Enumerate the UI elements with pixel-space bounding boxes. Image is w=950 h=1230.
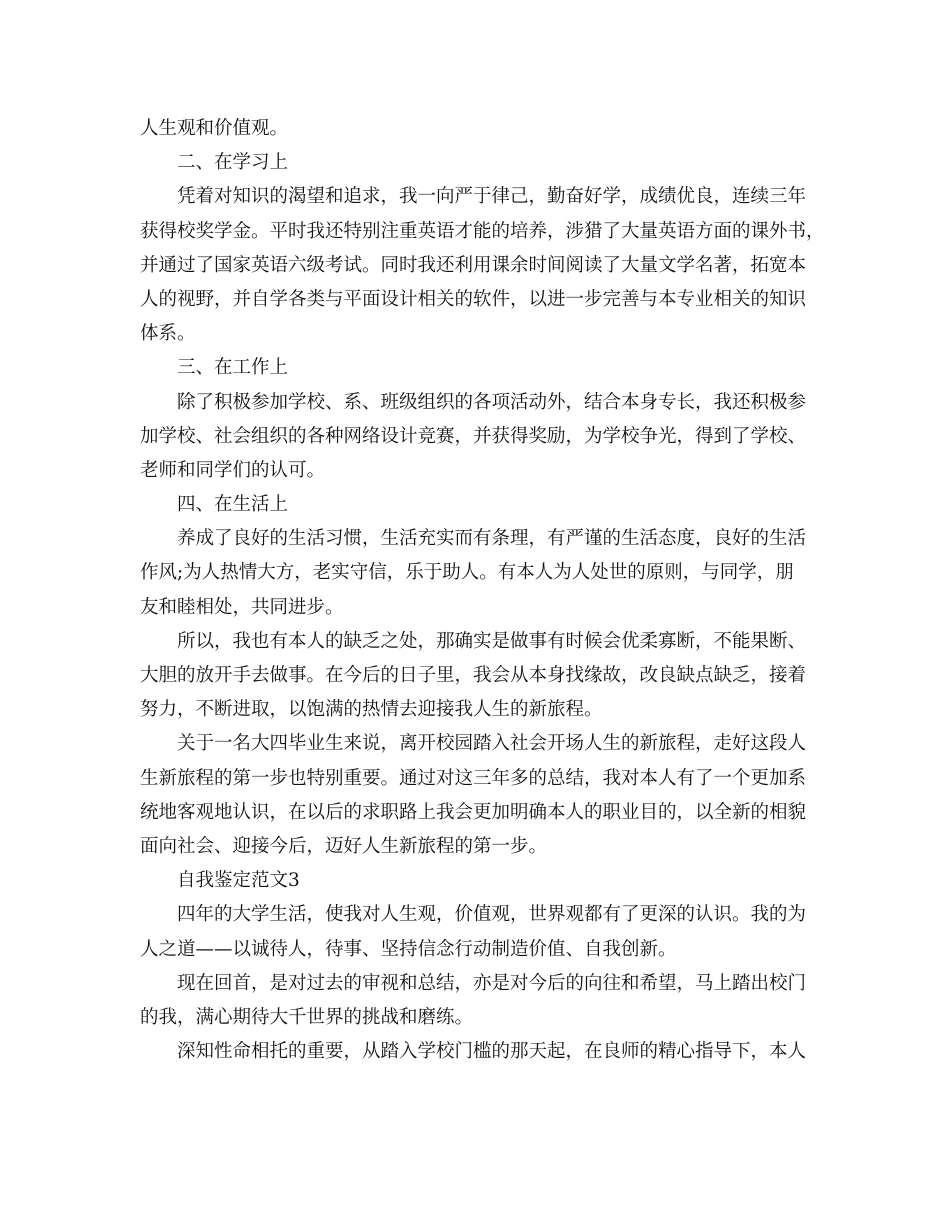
text-line: 努力，不断进取，以饱满的热情去迎接我人生的新旅程。: [140, 699, 603, 721]
document-body: [140, 112, 825, 1069]
text-line: 生新旅程的第一步也特别重要。通过对这三年多的总结，我对本人有了一个更加系: [140, 767, 807, 789]
text-line: 大胆的放开手去做事。在今后的日子里，我会从本身找缘故，改良缺点缺乏，接着: [140, 665, 807, 686]
text-line: 养成了良好的生活习惯，生活充实而有条理，有严谨的生活态度，良好的生活: [177, 528, 807, 550]
text-line: 人生观和价值观。: [140, 118, 289, 139]
text-line: 作风;为人热情大方，老实守信，乐于助人。有本人为人处世的原则，与同学，朋: [140, 562, 794, 584]
text-line: 并通过了国家英语六级考试。同时我还利用课余时间阅读了大量文学名著，拓宽本: [140, 254, 807, 276]
text-line: 现在回首，是对过去的审视和总结，亦是对今后的向往和希望，马上踏出校门: [177, 972, 807, 994]
text-line: 面向社会、迎接今后，迈好人生新旅程的第一步。: [140, 835, 548, 857]
text-line: 四年的大学生活，使我对人生观，价值观，世界观都有了更深的认识。我的为: [177, 904, 807, 926]
text-line: 人之道——以诚待人，待事、坚持信念行动制造价值、自我创新。: [140, 938, 677, 960]
text-line: 统地客观地认识，在以后的求职路上我会更加明确本人的职业目的，以全新的相貌: [140, 801, 807, 823]
text-line: 除了积极参加学校、系、班级组织的各项活动外，结合本身专长，我还积极参: [177, 391, 807, 413]
text-line: 四、在生活上: [177, 494, 289, 516]
text-line: 体系。: [140, 323, 196, 345]
text-line: 获得校奖学金。平时我还特别注重英语才能的培养，涉猎了大量英语方面的课外书，: [140, 220, 825, 242]
text-line: 凭着对知识的渴望和追求，我一向严于律己，勤奋好学，成绩优良，连续三年: [177, 186, 807, 208]
text-line: 三、在工作上: [177, 357, 289, 379]
text-line: 关于一名大四毕业生来说，离开校园踏入社会开场人生的新旅程，走好这段人: [177, 733, 807, 755]
text-line: 自我鉴定范文3: [177, 870, 300, 892]
text-line: 深知性命相托的重要，从踏入学校门槛的那天起，在良师的精心指导下，本人: [177, 1041, 807, 1063]
text-line: 友和睦相处，共同进步。: [140, 596, 344, 618]
text-line: 人的视野，并自学各类与平面设计相关的软件，以进一步完善与本专业相关的知识: [140, 288, 807, 310]
text-line: 的我，满心期待大千世界的挑战和磨练。: [140, 1006, 474, 1028]
text-line: 所以，我也有本人的缺乏之处，那确实是做事有时候会优柔寡断，不能果断、: [177, 630, 807, 652]
text-line: 二、在学习上: [177, 152, 289, 174]
text-line: 老师和同学们的认可。: [140, 459, 326, 481]
text-line: 加学校、社会组织的各种网络设计竞赛，并获得奖励，为学校争光，得到了学校、: [140, 425, 807, 447]
